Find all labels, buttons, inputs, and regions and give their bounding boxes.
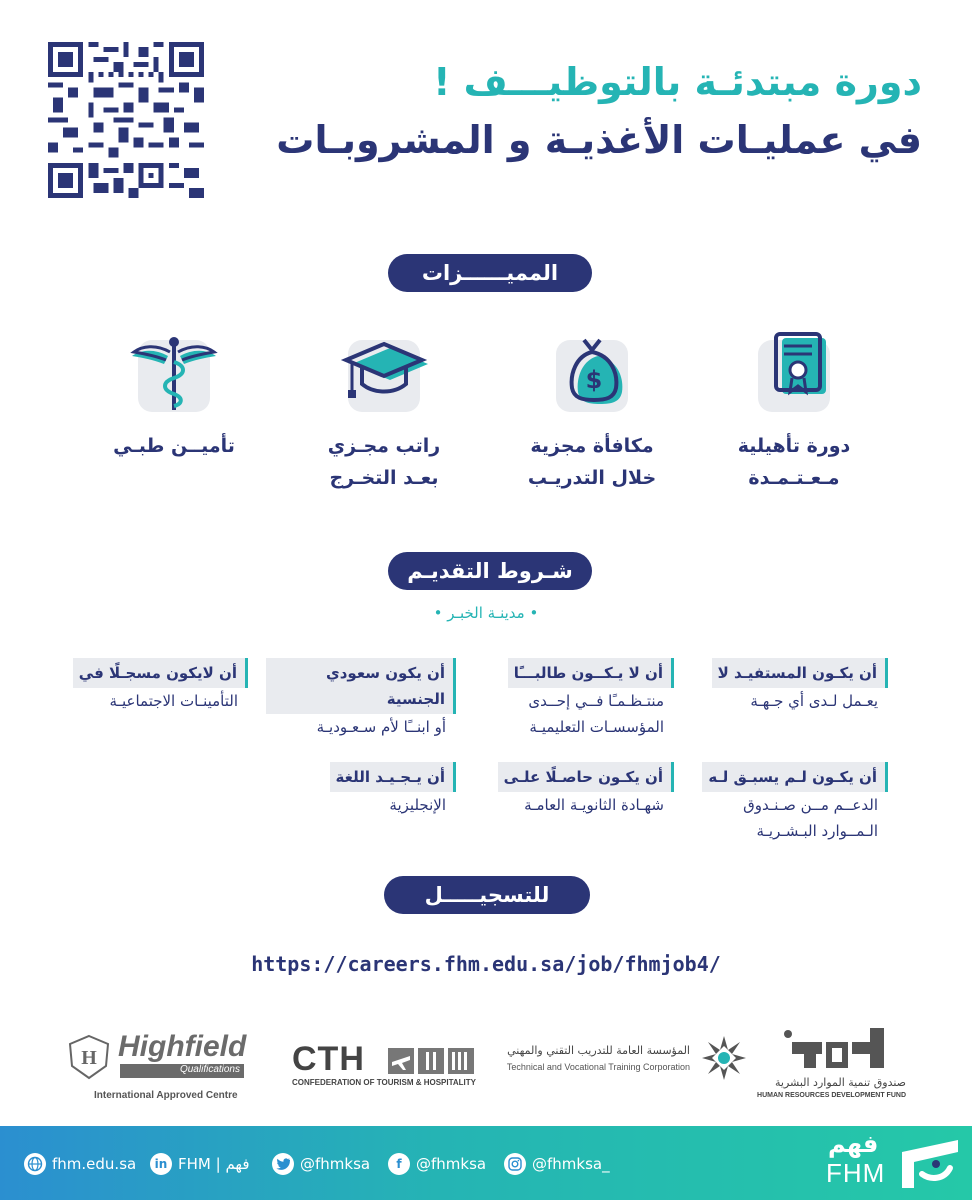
feature-medical-insurance-line1: تأميــن طبـي	[113, 435, 235, 457]
tvtc-arabic-name: المؤسسة العامة للتدريب التقني والمهني	[507, 1044, 690, 1057]
condition-english	[266, 762, 456, 818]
condition-line: الإنجليزية	[389, 796, 446, 814]
highfield-caption: International Approved Centre	[94, 1090, 238, 1101]
condition-line: الـمــوارد البـشـريـة	[756, 822, 878, 840]
feature-salary-after-graduation	[294, 326, 474, 494]
hrdf-english-name: HUMAN RESOURCES DEVELOPMENT FUND	[757, 1092, 906, 1099]
cth-name: CTH	[292, 1040, 365, 1078]
money-bag-icon	[542, 326, 642, 426]
title-line-2: في عمليـات الأغذيـة و المشروبـات	[276, 118, 922, 162]
tvtc-logo	[506, 1030, 750, 1090]
condition-no-gosi	[58, 658, 248, 714]
highfield-name: Highfield	[118, 1030, 247, 1063]
feature-rewarding-stipend	[502, 326, 682, 494]
cth-logo	[292, 1040, 478, 1090]
twitter-icon	[272, 1153, 294, 1175]
footer-instagram-text: @fhmksa_	[532, 1155, 610, 1173]
condition-line: شهـادة الثانويـة العامـة	[524, 796, 664, 814]
instagram-icon	[504, 1153, 526, 1175]
certificate-icon	[744, 326, 844, 426]
title-line-1: دورة مبتدئـة بالتوظيـــف !	[433, 60, 922, 104]
condition-saudi-national	[266, 658, 456, 740]
footer-linkedin-link[interactable]	[150, 1153, 250, 1175]
footer-twitter-text: @fhmksa	[300, 1155, 371, 1173]
condition-line: أن يكون سعودي الجنسية	[266, 658, 456, 714]
highfield-sub: Qualifications	[120, 1064, 244, 1078]
highfield-crest-icon	[64, 1032, 114, 1082]
fhm-logo-arabic: فهم	[828, 1130, 879, 1158]
feature-salary-line1: راتب مجـزي	[327, 435, 441, 457]
feature-certified-course-line1: دورة تأهيلية	[737, 435, 851, 457]
footer-twitter-link[interactable]	[272, 1153, 370, 1175]
graduation-cap-icon	[334, 326, 434, 426]
linkedin-icon: in	[150, 1153, 172, 1175]
tvtc-emblem-icon	[700, 1034, 748, 1082]
condition-not-student	[484, 658, 674, 740]
condition-not-employed	[698, 658, 888, 714]
hrdf-mark-icon	[782, 1026, 906, 1070]
cth-sub: CONFEDERATION OF TOURISM & HOSPITALITY	[292, 1078, 476, 1087]
condition-line: التأمينـات الاجتماعيـة	[109, 692, 238, 710]
fhm-logo-english: FHM	[826, 1158, 886, 1188]
feature-rewarding-stipend-line2: خلال التدريـب	[527, 467, 657, 489]
footer-facebook-link[interactable]	[388, 1153, 486, 1175]
medical-caduceus-icon	[124, 326, 224, 426]
registration-link[interactable]: https://careers.fhm.edu.sa/job/fhmjob4/	[251, 952, 721, 976]
city-label: • مدينـة الخبـر •	[433, 604, 539, 622]
svg-text:H: H	[81, 1047, 97, 1069]
hrdf-logo	[757, 1026, 912, 1106]
condition-line: المؤسسـات التعليميـة	[529, 718, 664, 736]
condition-line: منتـظـمـًا فــي إحــدى	[528, 692, 664, 710]
footer-linkedin-text: FHM | فهم	[178, 1155, 250, 1173]
qr-code[interactable]	[48, 42, 204, 198]
condition-line: أو ابنــًا لأم سـعـوديـة	[316, 718, 446, 736]
features-heading: المميــــــزات	[388, 254, 592, 292]
footer-website-text: fhm.edu.sa	[52, 1155, 137, 1173]
condition-no-hrdf-support	[698, 762, 888, 844]
cth-symbols-icon	[388, 1046, 474, 1076]
feature-rewarding-stipend-line1: مكافأة مجزية	[530, 435, 654, 457]
footer-website-link[interactable]	[24, 1153, 136, 1175]
conditions-heading: شـروط التقديـم	[388, 552, 592, 590]
feature-medical-insurance	[84, 326, 264, 462]
feature-certified-course	[704, 326, 884, 494]
feature-certified-course-line2: مـعـتـمـدة	[748, 467, 840, 489]
condition-line: أن لا يـكــون طالبـــًا	[508, 658, 674, 688]
condition-line: أن لايكون مسجـلًا في	[73, 658, 248, 688]
condition-high-school	[484, 762, 674, 818]
feature-salary-line2: بعـد التخـرج	[329, 467, 439, 489]
hrdf-arabic-name: صندوق تنمية الموارد البشرية	[774, 1076, 906, 1089]
fhm-logo	[814, 1130, 964, 1194]
fhm-mark-icon	[900, 1134, 962, 1192]
condition-line: أن يـجـيـد اللغة	[330, 762, 456, 792]
tvtc-english-name: Technical and Vocational Training Corporation	[506, 1062, 690, 1072]
footer-instagram-link[interactable]	[504, 1153, 610, 1175]
facebook-icon: f	[388, 1153, 410, 1175]
footer-facebook-text: @fhmksa	[416, 1155, 487, 1173]
condition-line: يعـمل لـدى أي جـهـة	[750, 692, 878, 710]
condition-line: أن يكـون المستفيـد لا	[712, 658, 888, 688]
condition-line: الدعــم مــن صـنـدوق	[743, 796, 878, 814]
condition-line: أن يكـون حاصـلًا علـى	[498, 762, 674, 792]
condition-line: أن يكـون لـم يسبـق لـه	[702, 762, 888, 792]
highfield-logo	[60, 1030, 256, 1106]
globe-icon	[24, 1153, 46, 1175]
svg-text:$: $	[585, 366, 603, 394]
register-heading: للتسجيـــــل	[384, 876, 590, 914]
